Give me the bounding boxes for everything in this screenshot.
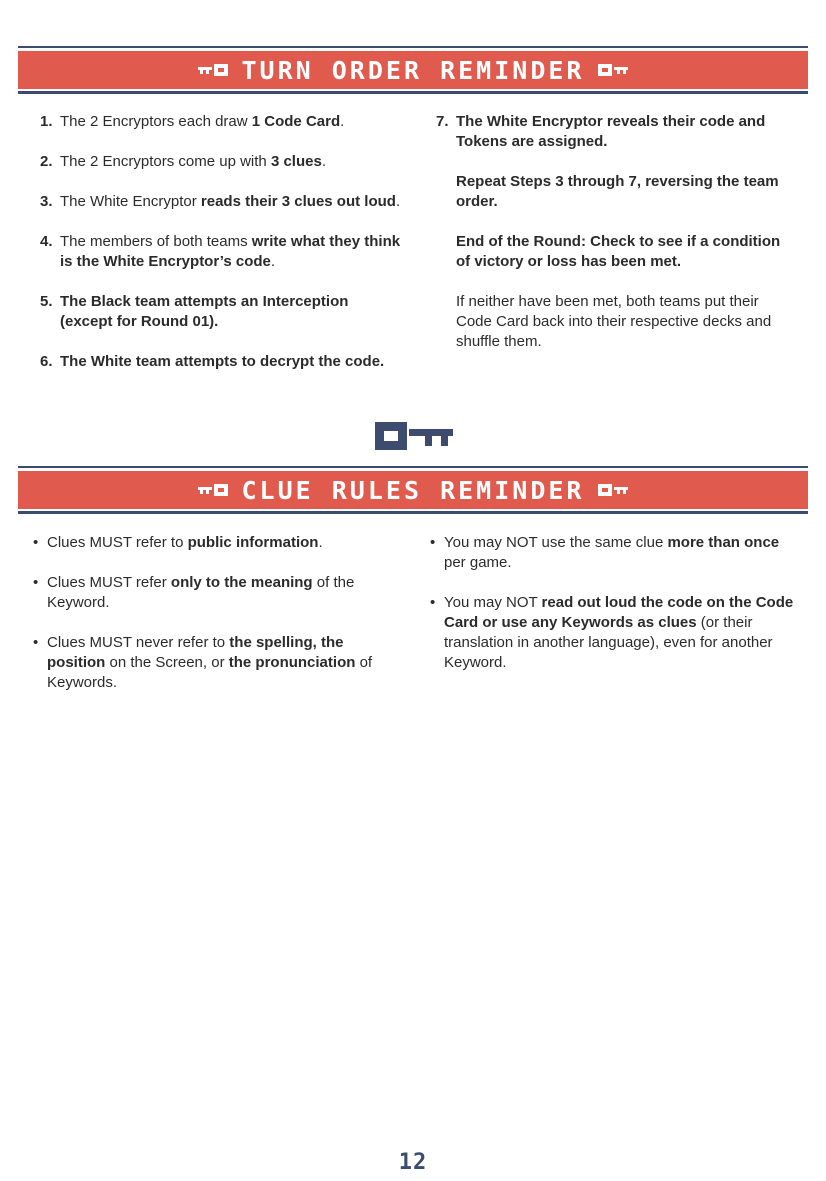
step-number: 7. — [436, 113, 449, 130]
step-7 — [436, 112, 796, 152]
step-text: The White Encryptor reveals their code and Tokens are assigned. — [456, 113, 766, 150]
text-run: . — [270, 253, 276, 270]
bold-text: 3 clues — [270, 153, 322, 170]
step-text — [60, 352, 405, 372]
turn-order-steps-right — [436, 112, 796, 352]
turn-order-title: TURN ORDER REMINDER — [241, 55, 585, 85]
rule-text — [47, 633, 403, 693]
step-text — [60, 192, 405, 212]
text-run: The 2 Encryptors come up with — [60, 153, 271, 170]
rule-item — [33, 533, 403, 553]
text-run: Clues MUST never refer to — [47, 634, 230, 651]
bullet-icon: • — [33, 574, 39, 591]
text-run: . — [395, 193, 401, 210]
step-text — [60, 112, 405, 132]
bullet-icon: • — [430, 534, 436, 551]
rule-text — [444, 593, 796, 673]
step-text — [60, 292, 405, 332]
text-run: Clues MUST refer to — [47, 534, 188, 551]
bold-text: The Black team attempts an Interception (except for Round 01). — [60, 293, 349, 330]
text-run: The White Encryptor — [60, 193, 201, 210]
repeat-instruction: Repeat Steps 3 through 7, reversing the team order. — [456, 173, 779, 210]
rule-text — [47, 573, 403, 613]
rule-item — [430, 533, 796, 573]
rule-text — [47, 533, 403, 553]
rule-item — [430, 593, 796, 673]
step-number: 1. — [40, 113, 53, 130]
rule-item — [33, 573, 403, 613]
step-6 — [40, 352, 405, 372]
text-run: . — [318, 534, 323, 551]
bold-text: the spelling, the position — [47, 634, 344, 671]
step-number: 2. — [40, 153, 53, 170]
turn-order-steps-left — [40, 112, 405, 372]
step-number: 5. — [40, 293, 53, 310]
rule-item — [33, 633, 403, 693]
step-1 — [40, 112, 405, 132]
text-run: of the Keyword. — [47, 574, 355, 611]
end-of-round: End of the Round: Check to see if a condition of victory or loss has been met. — [456, 233, 781, 270]
bold-text: reads their 3 clues out loud — [200, 193, 396, 210]
key-left-icon — [198, 64, 228, 76]
bold-text: more than once — [667, 534, 780, 551]
key-icon — [375, 422, 453, 450]
text-run: (or their translation in another language), even for another Keyword. — [444, 614, 773, 671]
text-run: per game. — [444, 554, 512, 571]
text-run: Clues MUST refer — [47, 574, 171, 591]
clue-rules-banner — [18, 466, 808, 514]
step-number: 3. — [40, 193, 53, 210]
bold-text: read out loud the code on the Code Card or use any Keywords as clues — [444, 594, 794, 631]
bold-text: the pronunciation — [228, 654, 356, 671]
step-text — [60, 152, 405, 172]
step-3 — [40, 192, 405, 212]
clue-rules-left — [33, 533, 403, 693]
rule-text — [444, 533, 796, 573]
step-4 — [40, 232, 405, 272]
text-run: on the Screen, or — [105, 654, 229, 671]
text-run: of Keywords. — [47, 654, 373, 691]
turn-order-banner — [18, 46, 808, 94]
bullet-icon: • — [430, 594, 436, 611]
text-run: You may NOT — [444, 594, 542, 611]
clue-rules-title: CLUE RULES REMINDER — [241, 475, 585, 505]
bold-text: only to the meaning — [170, 574, 313, 591]
text-run: The members of both teams — [60, 233, 252, 250]
bullet-icon: • — [33, 634, 39, 651]
step-number: 4. — [40, 233, 53, 250]
key-left-icon — [198, 484, 228, 496]
step-5 — [40, 292, 405, 332]
bold-text: write what they think is the White Encryptor’s code — [60, 233, 401, 270]
key-right-icon — [598, 64, 628, 76]
neither-met-text: If neither have been met, both teams put their Code Card back into their respective decks and shuffle them. — [456, 293, 772, 350]
text-run: You may NOT use the same clue — [444, 534, 668, 551]
bold-text: 1 Code Card — [251, 113, 341, 130]
text-run: . — [321, 153, 326, 170]
page-number: 12 — [398, 1150, 428, 1175]
step-text — [60, 232, 405, 272]
text-run: The 2 Encryptors each draw — [60, 113, 252, 130]
bullet-icon: • — [33, 534, 39, 551]
bold-text: public information — [187, 534, 319, 551]
text-run: . — [340, 113, 345, 130]
step-2 — [40, 152, 405, 172]
bold-text: The White team attempts to decrypt the code. — [60, 353, 385, 370]
clue-rules-right — [430, 533, 796, 673]
step-number: 6. — [40, 353, 53, 370]
key-right-icon — [598, 484, 628, 496]
